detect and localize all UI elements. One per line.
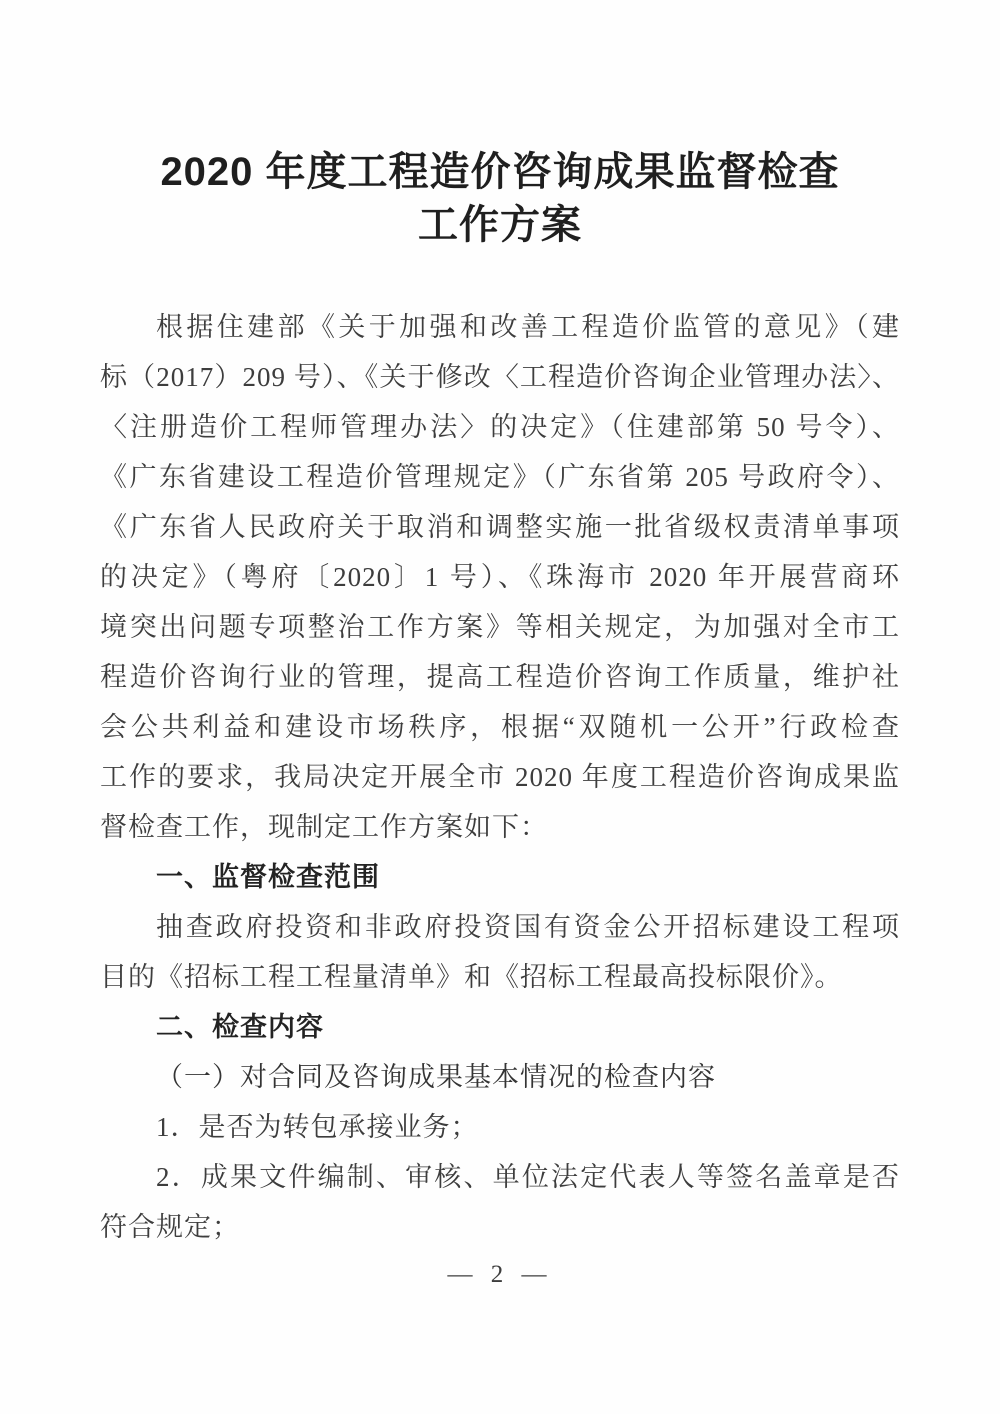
paragraph-1-line-8: 程造价咨询行业的管理，提高工程造价咨询工作质量，维护社 — [100, 662, 900, 692]
paragraph-1-line-6: 的决定》（粤府〔2020〕1 号）、《珠海市 2020 年开展营商环 — [100, 562, 900, 592]
list-item-2-line-2: 符合规定； — [100, 1212, 240, 1242]
document-title-line-1: 2020 年度工程造价咨询成果监督检查 — [160, 150, 840, 194]
paragraph-1-line-4: 《广东省建设工程造价管理规定》（广东省第 205 号政府令）、 — [100, 462, 900, 492]
paragraph-2-line-1: 抽查政府投资和非政府投资国有资金公开招标建设工程项 — [156, 912, 900, 942]
paragraph-1-line-3: 〈注册造价工程师管理办法〉的决定》（住建部第 50 号令）、 — [100, 412, 900, 442]
paragraph-1-line-10: 工作的要求，我局决定开展全市 2020 年度工程造价咨询成果监 — [100, 762, 900, 792]
section-heading-2: 二、检查内容 — [156, 1012, 324, 1042]
page-number: — 2 — — [447, 1261, 553, 1288]
paragraph-1-line-9: 会公共利益和建设市场秩序，根据“双随机一公开”行政检查 — [100, 712, 900, 742]
section-heading-1: 一、监督检查范围 — [156, 862, 380, 892]
sub-heading-1: （一）对合同及咨询成果基本情况的检查内容 — [156, 1062, 716, 1092]
list-item-2-line-1: 2．成果文件编制、审核、单位法定代表人等签名盖章是否 — [156, 1162, 900, 1192]
document-title-line-2: 工作方案 — [418, 203, 582, 247]
document-body — [100, 302, 900, 1252]
paragraph-1-line-5: 《广东省人民政府关于取消和调整实施一批省级权责清单事项 — [100, 512, 900, 542]
paragraph-1-line-11: 督检查工作，现制定工作方案如下： — [100, 812, 548, 842]
paragraph-1-line-7: 境突出问题专项整治工作方案》等相关规定，为加强对全市工 — [100, 612, 900, 642]
document-title — [0, 0, 1000, 252]
list-item-1: 1．是否为转包承接业务； — [156, 1112, 479, 1142]
paragraph-1-line-2: 标（2017）209 号）、《关于修改〈工程造价咨询企业管理办法〉、 — [100, 362, 900, 392]
paragraph-1-line-1: 根据住建部《关于加强和改善工程造价监管的意见》（建 — [156, 312, 900, 342]
paragraph-2-line-2: 目的《招标工程工程量清单》和《招标工程最高投标限价》。 — [100, 962, 843, 992]
